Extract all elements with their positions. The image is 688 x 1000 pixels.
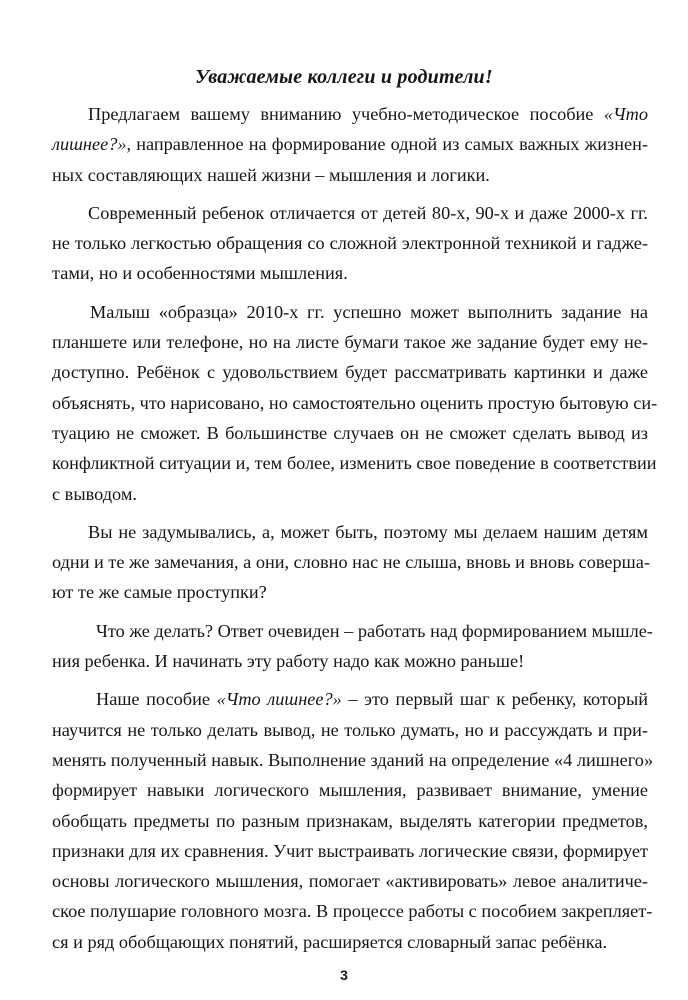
paragraph (52, 99, 648, 190)
text-line: ское полушарие головного мозга. В процессе работы с пособием закрепляет- (52, 901, 653, 922)
paragraph (52, 517, 648, 608)
paragraph (52, 198, 648, 289)
text-line: туацию не сможет. В большинстве случаев он не сможет сделать вывод из (52, 422, 648, 443)
text-line: объяснять, что нарисовано, но самостоятельно оценить простую бытовую си- (52, 392, 658, 413)
page-title: Уважаемые коллеги и родители! (195, 66, 493, 88)
text-line: планшете или телефоне, но на листе бумаги такое же задание будет ему не- (52, 332, 648, 353)
text-line: основы логического мышления, помогает «активировать» левое аналитиче- (52, 871, 648, 892)
page-number: 3 (340, 967, 348, 983)
text-line: Что же делать? Ответ очевиден – работать над формированием мышле- (96, 620, 653, 641)
text-line: с выводом. (52, 483, 137, 504)
text-line: признаки для их сравнения. Учит выстраивать логические связи, формирует (52, 840, 648, 861)
paragraph (52, 297, 658, 509)
text-line: Современный ребенок отличается от детей 80-х, 90-х и даже 2000-х гг. (88, 202, 648, 223)
text-line: Малыш «образца» 2010-х гг. успешно может выполнить задание на (90, 301, 648, 322)
text-line: доступно. Ребёнок с удовольствием будет рассматривать картинки и даже (52, 362, 648, 383)
text-line: менять полученный навык. Выполнение зданий на определение «4 лишнего» (52, 749, 654, 770)
text-line: обобщать предметы по разным признакам, выделять категории предметов, (52, 810, 648, 831)
paragraph (52, 616, 653, 677)
text-line: ных составляющих нашей жизни – мышления и логики. (52, 164, 490, 185)
text-line: конфликтной ситуации и, тем более, изменить свое поведение в соответствии (52, 453, 657, 474)
text-line: лишнее?», направленное на формирование одной из самых важных жизнен- (52, 134, 648, 155)
text-line: не только легкостью обращения со сложной электронной техникой и гадже- (52, 233, 648, 254)
text-line: одни и те же замечания, а они, словно нас не слыша, вновь и вновь соверша- (52, 552, 650, 573)
text-line: формирует навыки логического мышления, развивает внимание, умение (52, 780, 648, 801)
text-line: Вы не задумывались, а, может быть, поэтому мы делаем нашим детям (88, 521, 648, 542)
text-line: ют те же самые проступки? (52, 582, 267, 603)
paragraph (52, 684, 654, 957)
text-line: тами, но и особенностями мышления. (52, 263, 348, 284)
body-text (52, 99, 658, 957)
text-line: ния ребенка. И начинать эту работу надо как можно раньше! (52, 651, 525, 672)
text-line: ся и ряд обобщающих понятий, расширяется словарный запас ребёнка. (52, 931, 608, 952)
text-line: научится не только делать вывод, не только думать, но и рассуждать и при- (52, 719, 648, 740)
text-line: Наше пособие «Что лишнее?» – это первый шаг к ребенку, который (96, 689, 649, 710)
text-line: Предлагаем вашему вниманию учебно-методическое пособие «Что (88, 104, 648, 124)
